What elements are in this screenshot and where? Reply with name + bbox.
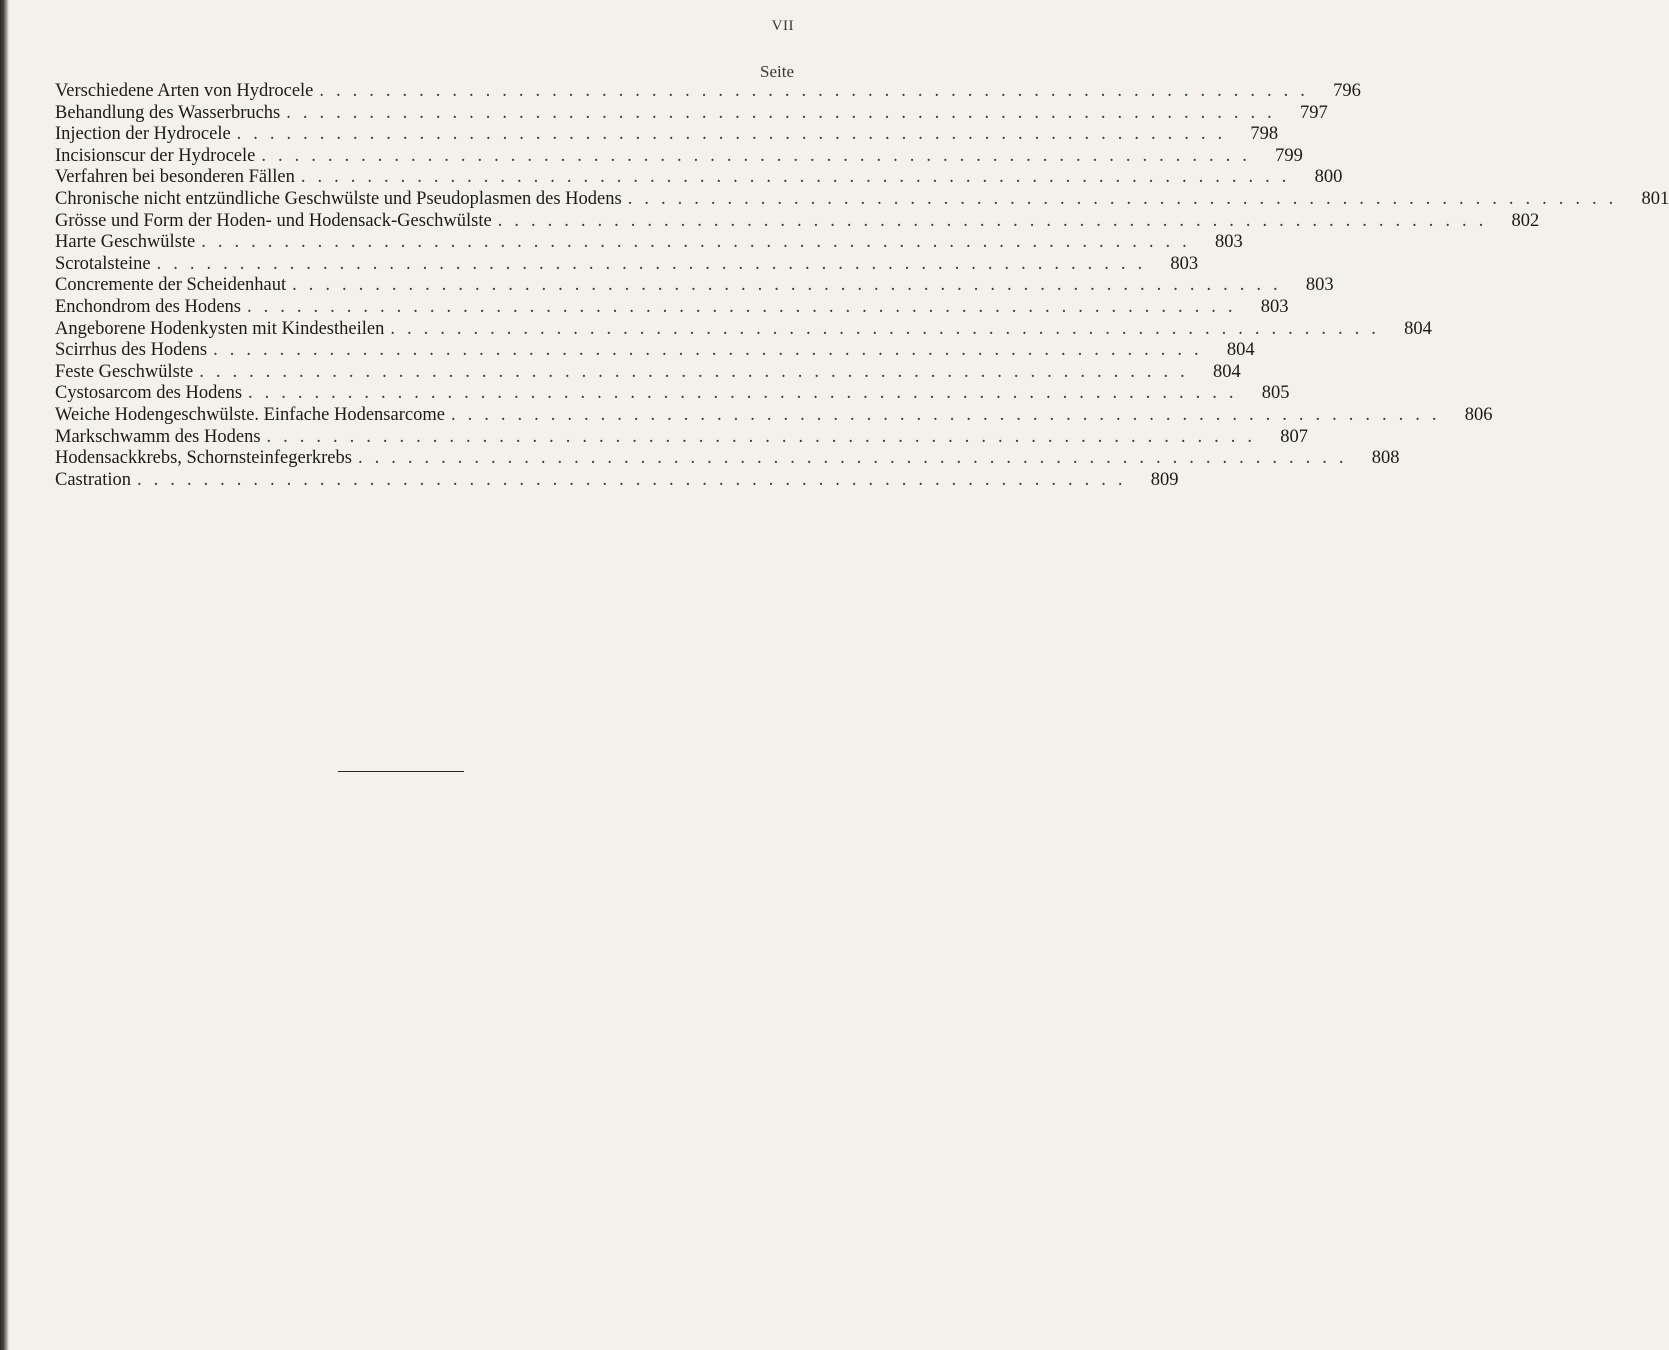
dot-leader: ............................................................ — [156, 253, 1155, 274]
toc-entry-title: Angeborene Hodenkysten mit Kindestheilen — [55, 318, 385, 339]
toc-entry-page: 803 — [1305, 275, 1334, 296]
toc-entry — [55, 448, 1400, 470]
toc-entry-title: Feste Geschwülste — [55, 361, 194, 382]
toc-entry-page: 809 — [1150, 469, 1179, 490]
toc-entry-title: Grösse und Form der Hoden- und Hodensack-Geschwülste — [55, 210, 492, 231]
toc-entry — [55, 318, 1432, 341]
toc-entry-page: 803 — [1260, 296, 1289, 317]
toc-entry-title: Hodensackkrebs, Schornsteinfegerkrebs — [55, 448, 352, 469]
toc-entry — [55, 340, 1255, 362]
toc-entry-page: 800 — [1314, 167, 1343, 188]
toc-entry-page: 803 — [1215, 232, 1243, 253]
toc-entry-page: 806 — [1464, 404, 1493, 425]
toc-entry-title: Scirrhus des Hodens — [55, 340, 208, 361]
toc-entry-page: 796 — [1333, 81, 1361, 101]
toc-entry — [55, 210, 1540, 233]
toc-entry — [55, 383, 1290, 405]
toc-entry-title: Weiche Hodengeschwülste. Einfache Hodensarcome — [55, 404, 445, 425]
page-number: VII — [771, 18, 794, 34]
toc-entry — [55, 253, 1199, 276]
toc-entry-page: 801 — [1641, 188, 1669, 209]
dot-leader: ............................................................ — [248, 383, 1246, 404]
toc-entry-title: Behandlung des Wasserbruchs — [55, 102, 281, 123]
toc-entry-page: 804 — [1226, 340, 1255, 361]
toc-entry-page: 799 — [1275, 145, 1303, 166]
toc-entry-page: 808 — [1371, 448, 1400, 469]
dot-leader: ............................................................ — [319, 81, 1317, 101]
table-of-contents — [55, 81, 1669, 491]
toc-entry — [55, 81, 1361, 103]
toc-entry — [55, 275, 1334, 297]
toc-entry — [55, 296, 1289, 319]
toc-entry-title: Chronische nicht entzündliche Geschwülste und Pseudoplasmen des Hodens — [55, 188, 622, 209]
toc-entry — [55, 426, 1309, 449]
toc-entry-page: 798 — [1250, 124, 1279, 145]
toc-entry — [55, 361, 1241, 384]
column-header-seite: Seite — [760, 62, 794, 81]
dot-leader: ............................................................ — [199, 361, 1197, 382]
toc-entry-title: Enchondrom des Hodens — [55, 296, 241, 317]
dot-leader: ............................................................ — [627, 188, 1626, 209]
section-divider-rule — [338, 771, 464, 772]
toc-entry-title: Castration — [55, 469, 132, 490]
toc-entry-title: Markschwamm des Hodens — [55, 426, 261, 447]
toc-entry — [55, 102, 1328, 125]
dot-leader: ............................................................ — [266, 426, 1265, 447]
dot-leader: ............................................................ — [497, 210, 1496, 231]
dot-leader: ............................................................ — [292, 275, 1290, 296]
toc-entry-title: Injection der Hydrocele — [55, 124, 231, 145]
toc-entry-title: Verfahren bei besonderen Fällen — [55, 167, 295, 188]
dot-leader: ............................................................ — [300, 167, 1299, 188]
toc-entry-page: 804 — [1212, 361, 1241, 382]
toc-entry — [55, 188, 1669, 211]
dot-leader: ............................................................ — [247, 296, 1245, 317]
toc-entry-page: 802 — [1511, 210, 1540, 231]
toc-entry — [55, 167, 1343, 189]
dot-leader: ............................................................ — [450, 404, 1449, 425]
dot-leader: ............................................................ — [357, 448, 1356, 469]
dot-leader: ............................................................ — [261, 145, 1259, 166]
toc-entry-title: Harte Geschwülste — [55, 232, 196, 253]
toc-entry-page: 805 — [1261, 383, 1290, 404]
toc-entry-title: Cystosarcom des Hodens — [55, 383, 243, 404]
toc-entry — [55, 469, 1179, 492]
toc-entry-title: Concremente der Scheidenhaut — [55, 275, 287, 296]
toc-entry-page: 807 — [1280, 426, 1309, 447]
dot-leader: ............................................................ — [137, 469, 1135, 490]
toc-entry-title: Verschiedene Arten von Hydrocele — [55, 81, 314, 101]
dot-leader: ............................................................ — [201, 232, 1199, 253]
toc-entry — [55, 124, 1279, 146]
toc-entry-title: Scrotalsteine — [55, 253, 151, 274]
toc-entry — [55, 145, 1303, 168]
binding-edge — [0, 0, 9, 1350]
toc-entry-page: 804 — [1404, 318, 1432, 339]
toc-entry-page: 803 — [1170, 253, 1199, 274]
toc-entry — [55, 404, 1493, 427]
dot-leader: ............................................................ — [236, 124, 1235, 145]
dot-leader: ............................................................ — [213, 340, 1211, 361]
toc-entry-page: 797 — [1300, 102, 1328, 123]
toc-entry — [55, 232, 1243, 254]
dot-leader: ............................................................ — [286, 102, 1284, 123]
toc-entry-title: Incisionscur der Hydrocele — [55, 145, 256, 166]
dot-leader: ............................................................ — [390, 318, 1388, 339]
